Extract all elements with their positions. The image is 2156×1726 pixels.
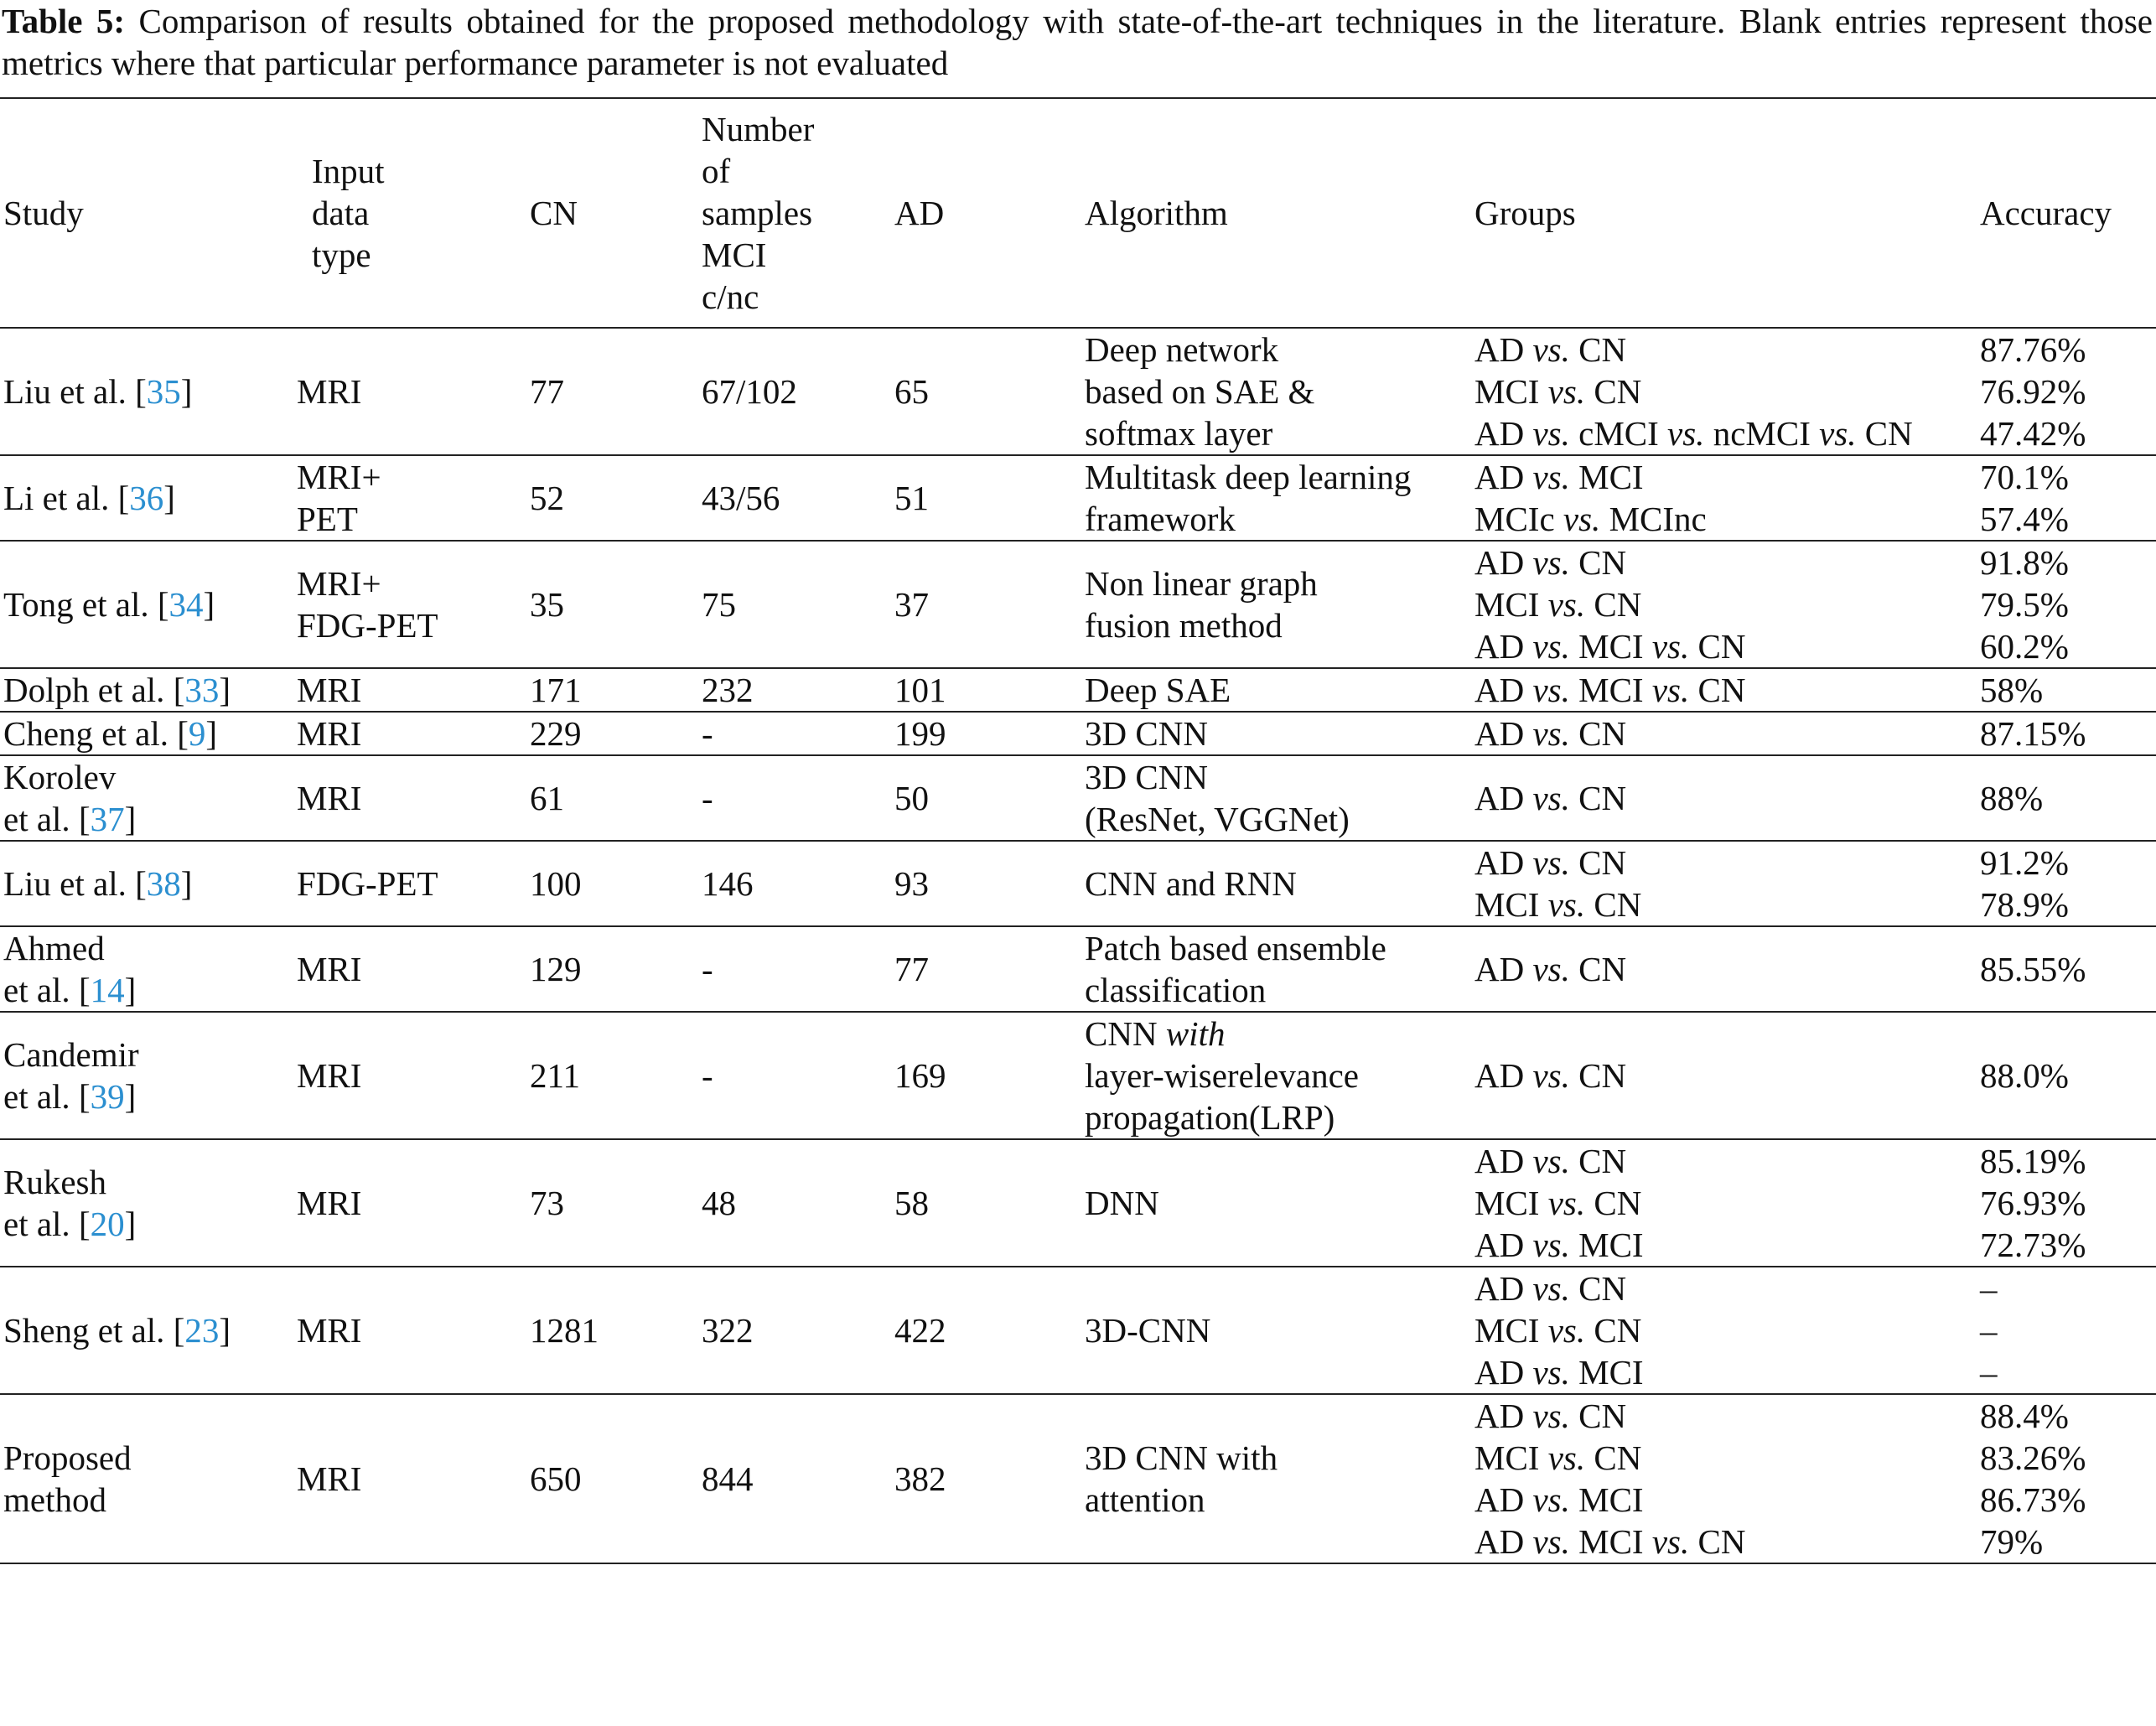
accuracy-value: 78.9% <box>1980 885 2069 924</box>
group-line: MCI vs. CN <box>1474 585 1642 624</box>
cell-groups <box>1474 1267 1980 1394</box>
cell-accuracy <box>1980 1139 2156 1267</box>
cell-cn: 61 <box>530 779 564 817</box>
cell-input-type <box>297 926 530 1012</box>
input-type-line: MRI <box>297 779 362 817</box>
algorithm-line: based on SAE & <box>1085 372 1315 411</box>
cell-input-type <box>297 1394 530 1563</box>
cell-mci: - <box>702 714 713 753</box>
citation-link[interactable]: 39 <box>90 1077 125 1116</box>
cell-cn: 100 <box>530 864 582 903</box>
cell-algorithm <box>1085 755 1474 841</box>
cell-cn: 229 <box>530 714 582 753</box>
study-line: Liu et al. [38] <box>3 864 193 903</box>
header-samples-line: Number <box>702 110 815 148</box>
cell-groups <box>1474 1394 1980 1563</box>
table-row <box>0 541 2156 668</box>
cell-mci: 232 <box>702 671 754 709</box>
accuracy-value: 91.8% <box>1980 543 2069 582</box>
header-samples-mci <box>702 98 894 328</box>
study-text: Liu et al. <box>3 372 127 411</box>
cell-accuracy <box>1980 1267 2156 1394</box>
input-type-line: MRI+ <box>297 458 381 496</box>
algorithm-line: (ResNet, VGGNet) <box>1085 800 1350 838</box>
input-type-line: FDG-PET <box>297 606 438 645</box>
group-line: MCIc vs. MCInc <box>1474 500 1707 538</box>
table-row <box>0 712 2156 755</box>
algorithm-line: attention <box>1085 1480 1205 1519</box>
group-line: AD vs. MCI <box>1474 1226 1644 1264</box>
cell-cn: 52 <box>530 479 564 517</box>
cell-mci: 75 <box>702 585 736 624</box>
header-algorithm: Algorithm <box>1085 194 1228 232</box>
accuracy-value: 91.2% <box>1980 843 2069 882</box>
algorithm-line: softmax layer <box>1085 414 1273 453</box>
citation-link[interactable]: 33 <box>184 671 220 709</box>
group-line: AD vs. CN <box>1474 1269 1627 1308</box>
table-row <box>0 328 2156 455</box>
accuracy-value: 57.4% <box>1980 500 2069 538</box>
input-type-line: MRI <box>297 714 362 753</box>
input-type-line: FDG-PET <box>297 864 438 903</box>
study-text: Rukesh <box>3 1163 106 1201</box>
input-type-line: MRI <box>297 1311 362 1350</box>
cell-cn: 35 <box>530 585 564 624</box>
cell-cn: 1281 <box>530 1311 599 1350</box>
cell-algorithm <box>1085 1139 1474 1267</box>
group-line: MCI vs. CN <box>1474 1438 1642 1477</box>
cell-input-type <box>297 328 530 455</box>
header-groups: Groups <box>1474 194 1576 232</box>
cell-groups <box>1474 455 1980 541</box>
study-line: Li et al. [36] <box>3 479 175 517</box>
accuracy-value: 76.92% <box>1980 372 2086 411</box>
table-row <box>0 841 2156 926</box>
input-type-line: MRI+ <box>297 564 381 603</box>
cell-accuracy <box>1980 328 2156 455</box>
algorithm-line: framework <box>1085 500 1236 538</box>
cell-cn: 650 <box>530 1459 582 1498</box>
accuracy-value: 79.5% <box>1980 585 2069 624</box>
accuracy-value: 79% <box>1980 1522 2044 1561</box>
cell-study <box>0 1139 297 1267</box>
cell-groups <box>1474 668 1980 712</box>
cell-algorithm <box>1085 328 1474 455</box>
table-row <box>0 1267 2156 1394</box>
algorithm-line: CNN with <box>1085 1014 1226 1053</box>
cell-algorithm <box>1085 1012 1474 1139</box>
cell-groups <box>1474 1139 1980 1267</box>
accuracy-value: 76.93% <box>1980 1184 2086 1222</box>
algorithm-line: fusion method <box>1085 606 1283 645</box>
input-type-line: MRI <box>297 372 362 411</box>
cell-study <box>0 1394 297 1563</box>
cell-input-type <box>297 841 530 926</box>
citation-link[interactable]: 38 <box>146 864 181 903</box>
cell-algorithm <box>1085 712 1474 755</box>
input-type-line: MRI <box>297 1459 362 1498</box>
table-row <box>0 755 2156 841</box>
study-text: et al. <box>3 1077 70 1116</box>
input-type-line: MRI <box>297 671 362 709</box>
group-line: AD vs. CN <box>1474 330 1627 369</box>
accuracy-value: 60.2% <box>1980 627 2069 666</box>
group-line: AD vs. MCI vs. CN <box>1474 1522 1746 1561</box>
cell-ad: 169 <box>894 1056 946 1095</box>
study-text: Cheng et al. <box>3 714 168 753</box>
group-line: AD vs. CN <box>1474 714 1627 753</box>
header-input-line: type <box>312 236 371 274</box>
cell-study <box>0 755 297 841</box>
header-cn: CN <box>530 194 578 232</box>
cell-ad: 101 <box>894 671 946 709</box>
algorithm-line: Patch based ensemble <box>1085 929 1386 967</box>
cell-ad: 93 <box>894 864 929 903</box>
header-samples-line: c/nc <box>702 277 759 316</box>
cell-algorithm <box>1085 841 1474 926</box>
cell-mci: - <box>702 779 713 817</box>
table-row <box>0 1139 2156 1267</box>
study-line: et al. [14] <box>3 971 137 1009</box>
study-text: Li et al. <box>3 479 110 517</box>
study-line: Dolph et al. [33] <box>3 671 231 709</box>
cell-algorithm <box>1085 1394 1474 1563</box>
cell-study <box>0 1012 297 1139</box>
study-line: Cheng et al. [9] <box>3 714 218 753</box>
cell-input-type <box>297 1139 530 1267</box>
cell-algorithm <box>1085 541 1474 668</box>
comparison-table <box>0 97 2156 1564</box>
citation-link[interactable]: 35 <box>146 372 181 411</box>
cell-mci: 43/56 <box>702 479 780 517</box>
group-line: AD vs. CN <box>1474 950 1627 988</box>
accuracy-value: 88.4% <box>1980 1397 2069 1435</box>
cell-ad: 51 <box>894 479 929 517</box>
input-type-line: PET <box>297 500 358 538</box>
input-type-line: MRI <box>297 950 362 988</box>
table-row <box>0 668 2156 712</box>
cell-mci: 844 <box>702 1459 754 1498</box>
cell-input-type <box>297 712 530 755</box>
study-line: Tong et al. [34] <box>3 585 215 624</box>
cell-ad: 382 <box>894 1459 946 1498</box>
cell-ad: 199 <box>894 714 946 753</box>
study-text: Liu et al. <box>3 864 127 903</box>
cell-study <box>0 841 297 926</box>
accuracy-value: 85.55% <box>1980 950 2086 988</box>
citation-link[interactable]: 37 <box>90 800 125 838</box>
cell-accuracy <box>1980 455 2156 541</box>
algorithm-line: layer-wiserelevance <box>1085 1056 1359 1095</box>
group-line: AD vs. CN <box>1474 779 1627 817</box>
group-line: AD vs. MCI vs. CN <box>1474 671 1746 709</box>
study-text: Tong et al. <box>3 585 149 624</box>
header-input-line: Input <box>312 152 385 190</box>
cell-input-type <box>297 755 530 841</box>
study-text: Proposed <box>3 1438 132 1477</box>
group-line: AD vs. CN <box>1474 1397 1627 1435</box>
header-samples-line: MCI <box>702 236 767 274</box>
algorithm-line: Multitask deep learning <box>1085 458 1412 496</box>
group-line: AD vs. cMCI vs. ncMCI vs. CN <box>1474 414 1913 453</box>
accuracy-value: 87.76% <box>1980 330 2086 369</box>
algorithm-line: propagation(LRP) <box>1085 1098 1335 1137</box>
study-text: et al. <box>3 971 70 1009</box>
table-row <box>0 926 2156 1012</box>
header-ad: AD <box>894 194 945 232</box>
cell-study <box>0 926 297 1012</box>
citation-link[interactable]: 23 <box>184 1311 220 1350</box>
cell-ad: 65 <box>894 372 929 411</box>
algorithm-line: Deep network <box>1085 330 1279 369</box>
cell-accuracy <box>1980 668 2156 712</box>
cell-study <box>0 328 297 455</box>
cell-accuracy <box>1980 1394 2156 1563</box>
caption-text: Comparison of results obtained for the proposed methodology with state-of-the-art techniques in the literature. Blank entries represent those metrics where that particular performance parameter is not evaluated <box>2 2 2153 82</box>
accuracy-value: – <box>1980 1269 1998 1308</box>
group-line: MCI vs. CN <box>1474 1311 1642 1350</box>
cell-study <box>0 541 297 668</box>
algorithm-line: DNN <box>1085 1184 1159 1222</box>
accuracy-value: 72.73% <box>1980 1226 2086 1264</box>
algorithm-line: 3D CNN <box>1085 758 1208 796</box>
accuracy-value: – <box>1980 1353 1998 1392</box>
cell-groups <box>1474 926 1980 1012</box>
cell-cn: 73 <box>530 1184 564 1222</box>
header-samples-line: of <box>702 152 731 190</box>
cell-groups <box>1474 541 1980 668</box>
group-line: MCI vs. CN <box>1474 1184 1642 1222</box>
cell-accuracy <box>1980 712 2156 755</box>
table-row <box>0 1012 2156 1139</box>
table-row <box>0 455 2156 541</box>
cell-input-type <box>297 541 530 668</box>
accuracy-value: 88% <box>1980 779 2044 817</box>
study-text: Dolph et al. <box>3 671 165 709</box>
study-text: method <box>3 1480 106 1519</box>
study-line <box>3 1161 297 1203</box>
group-line: AD vs. CN <box>1474 543 1627 582</box>
cell-ad: 50 <box>894 779 929 817</box>
cell-mci: 146 <box>702 864 754 903</box>
cell-groups <box>1474 841 1980 926</box>
cell-ad: 37 <box>894 585 929 624</box>
cell-input-type <box>297 1267 530 1394</box>
cell-algorithm <box>1085 668 1474 712</box>
group-line: MCI vs. CN <box>1474 885 1642 924</box>
accuracy-value: – <box>1980 1311 1998 1350</box>
cell-study <box>0 455 297 541</box>
input-type-line: MRI <box>297 1056 362 1095</box>
cell-algorithm <box>1085 1267 1474 1394</box>
group-line: AD vs. MCI <box>1474 458 1644 496</box>
study-line <box>3 756 297 798</box>
algorithm-line: 3D CNN <box>1085 714 1208 753</box>
cell-mci: 322 <box>702 1311 754 1350</box>
study-line: Liu et al. [35] <box>3 372 193 411</box>
cell-algorithm <box>1085 926 1474 1012</box>
citation-link[interactable]: 14 <box>90 971 125 1009</box>
cell-mci: - <box>702 1056 713 1095</box>
group-line: AD vs. MCI <box>1474 1353 1644 1392</box>
study-line: Sheng et al. [23] <box>3 1311 231 1350</box>
cell-groups <box>1474 712 1980 755</box>
accuracy-value: 86.73% <box>1980 1480 2086 1519</box>
study-text: Ahmed <box>3 929 105 967</box>
accuracy-value: 58% <box>1980 671 2044 709</box>
header-samples-line: samples <box>702 194 813 232</box>
table-row <box>0 1394 2156 1563</box>
study-line: et al. [39] <box>3 1077 137 1116</box>
cell-ad: 58 <box>894 1184 929 1222</box>
cell-ad: 77 <box>894 950 929 988</box>
cell-study <box>0 668 297 712</box>
group-line: AD vs. CN <box>1474 1056 1627 1095</box>
header-accuracy: Accuracy <box>1980 194 2112 232</box>
cell-groups <box>1474 755 1980 841</box>
accuracy-value: 87.15% <box>1980 714 2086 753</box>
cell-study <box>0 1267 297 1394</box>
study-text: et al. <box>3 800 70 838</box>
accuracy-value: 88.0% <box>1980 1056 2069 1095</box>
study-text: Sheng et al. <box>3 1311 165 1350</box>
cell-study <box>0 712 297 755</box>
cell-groups <box>1474 328 1980 455</box>
cell-cn: 211 <box>530 1056 580 1095</box>
header-input-line: data <box>312 194 370 232</box>
input-type-line: MRI <box>297 1184 362 1222</box>
citation-link[interactable]: 20 <box>90 1205 125 1243</box>
citation-link[interactable]: 34 <box>168 585 204 624</box>
accuracy-value: 85.19% <box>1980 1142 2086 1180</box>
header-row <box>0 98 2156 328</box>
study-text: Korolev <box>3 758 117 796</box>
accuracy-value: 70.1% <box>1980 458 2069 496</box>
group-line: AD vs. MCI vs. CN <box>1474 627 1746 666</box>
group-line: AD vs. MCI <box>1474 1480 1644 1519</box>
algorithm-line: CNN and RNN <box>1085 864 1297 903</box>
group-line: MCI vs. CN <box>1474 372 1642 411</box>
cell-accuracy <box>1980 841 2156 926</box>
study-text: Candemir <box>3 1035 139 1074</box>
cell-accuracy <box>1980 926 2156 1012</box>
cell-algorithm <box>1085 455 1474 541</box>
study-line: et al. [20] <box>3 1205 137 1243</box>
cell-mci: - <box>702 950 713 988</box>
cell-groups <box>1474 1012 1980 1139</box>
header-input-type <box>297 98 530 328</box>
study-text: et al. <box>3 1205 70 1243</box>
group-line: AD vs. CN <box>1474 843 1627 882</box>
algorithm-line: Non linear graph <box>1085 564 1318 603</box>
citation-link[interactable]: 36 <box>129 479 164 517</box>
study-line <box>3 1479 297 1521</box>
cell-accuracy <box>1980 755 2156 841</box>
caption-label: Table 5: <box>2 2 126 40</box>
accuracy-value: 47.42% <box>1980 414 2086 453</box>
algorithm-line: 3D-CNN <box>1085 1311 1211 1350</box>
group-line: AD vs. CN <box>1474 1142 1627 1180</box>
cell-cn: 129 <box>530 950 582 988</box>
algorithm-line: 3D CNN with <box>1085 1438 1278 1477</box>
study-line <box>3 1034 297 1076</box>
cell-cn: 171 <box>530 671 582 709</box>
study-line <box>3 1437 297 1479</box>
cell-ad: 422 <box>894 1311 946 1350</box>
accuracy-value: 83.26% <box>1980 1438 2086 1477</box>
algorithm-line: Deep SAE <box>1085 671 1231 709</box>
cell-cn: 77 <box>530 372 564 411</box>
cell-input-type <box>297 1012 530 1139</box>
cell-mci: 67/102 <box>702 372 797 411</box>
cell-mci: 48 <box>702 1184 736 1222</box>
header-study: Study <box>3 194 84 232</box>
study-line: et al. [37] <box>3 800 137 838</box>
citation-link[interactable]: 9 <box>188 714 206 753</box>
cell-accuracy <box>1980 541 2156 668</box>
cell-input-type <box>297 668 530 712</box>
table-body <box>0 328 2156 1563</box>
study-line <box>3 927 297 969</box>
algorithm-line: classification <box>1085 971 1267 1009</box>
table-caption <box>2 0 2153 84</box>
cell-input-type <box>297 455 530 541</box>
cell-accuracy <box>1980 1012 2156 1139</box>
